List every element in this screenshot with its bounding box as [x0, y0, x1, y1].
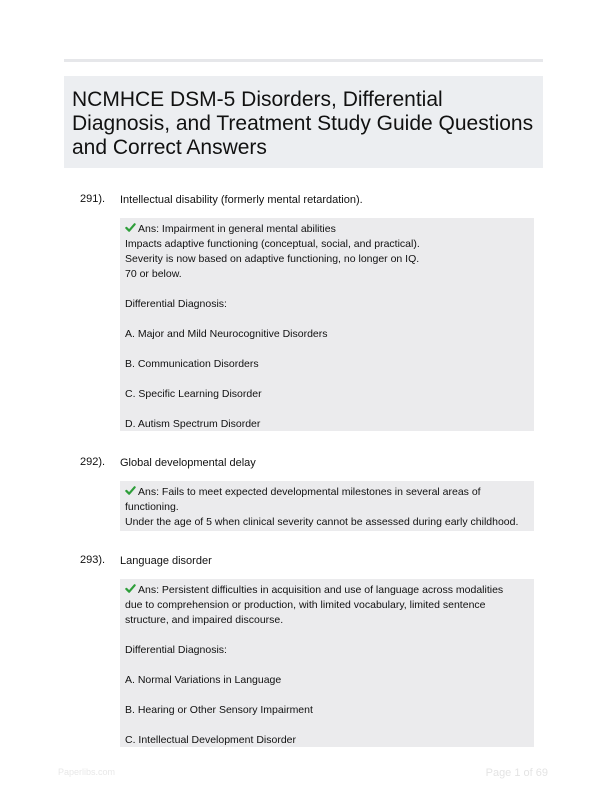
check-icon [125, 485, 136, 496]
answer-line: due to comprehension or production, with limited vocabulary, limited sentence [125, 599, 486, 611]
title-banner [64, 76, 543, 168]
check-icon [125, 222, 136, 233]
answer-box [120, 481, 534, 531]
answer-line: Under the age of 5 when clinical severity cannot be assessed during early childhood. [125, 516, 519, 528]
answer-line: B. Communication Disorders [125, 358, 259, 370]
answer-line: Differential Diagnosis: [125, 644, 227, 656]
check-icon [125, 583, 136, 594]
question-number: 292). [80, 456, 106, 468]
answer-line: Severity is now based on adaptive functioning, no longer on IQ. [125, 253, 420, 265]
answer-line: Ans: Persistent difficulties in acquisition and use of language across modalities [125, 583, 528, 598]
answer-line: 70 or below. [125, 268, 182, 280]
answer-box [120, 579, 534, 747]
answer-line: structure, and impaired discourse. [125, 614, 284, 626]
question-number: 293). [80, 554, 106, 566]
question-number: 291). [80, 193, 106, 205]
question-text: Intellectual disability (formerly mental retardation). [120, 194, 363, 206]
answer-line: functioning. [125, 501, 179, 513]
answer-line: C. Specific Learning Disorder [125, 388, 262, 400]
question-text: Global developmental delay [120, 457, 256, 469]
document-title: NCMHCE DSM-5 Disorders, Differential Diagnosis, and Treatment Study Guide Questions and Correct Answers [72, 88, 534, 159]
answer-line: Ans: Fails to meet expected developmental milestones in several areas of [125, 485, 528, 500]
answer-line: C. Intellectual Development Disorder [125, 734, 296, 746]
answer-line: A. Normal Variations in Language [125, 674, 282, 686]
answer-line: B. Hearing or Other Sensory Impairment [125, 704, 313, 716]
question-text: Language disorder [120, 555, 212, 567]
answer-line: A. Major and Mild Neurocognitive Disorders [125, 328, 328, 340]
answer-line: Impacts adaptive functioning (conceptual, social, and practical). [125, 238, 420, 250]
answer-box [120, 218, 534, 431]
answer-line: Differential Diagnosis: [125, 298, 227, 310]
footer-site: Paperlibs.com [58, 767, 116, 777]
top-divider [64, 59, 543, 62]
answer-line: Ans: Impairment in general mental abilities [125, 222, 528, 237]
answer-line: D. Autism Spectrum Disorder [125, 418, 261, 430]
page-number: Page 1 of 69 [485, 767, 548, 779]
